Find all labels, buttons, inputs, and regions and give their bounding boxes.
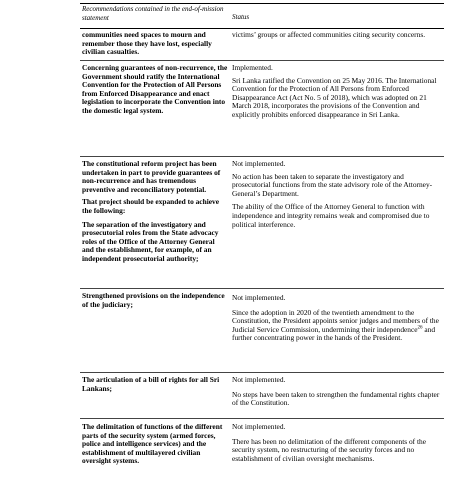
row-2-left-text-1: That project should be expanded to achieve the following: bbox=[82, 197, 220, 215]
row-2-status-label: Not implemented. bbox=[232, 159, 286, 168]
row-4-status-detail: No steps have been taken to strengthen the fundamental rights chapter of the Constitution. bbox=[232, 389, 440, 408]
row-1-left-text: Concerning guarantees of non-recurrence, the Government should ratify the International Convention for the Protection of All Persons from Enforced Disappearance and enact legislation to incorporate the Convention into the domestic legal system. bbox=[82, 63, 228, 115]
footnote-26: 26 bbox=[417, 325, 423, 331]
row-2-recommendation bbox=[82, 160, 228, 264]
row-1-recommendation bbox=[82, 64, 228, 116]
table-top-rule bbox=[80, 3, 444, 4]
row-1-status-detail: Sri Lanka ratified the Convention on 25 May 2016. The International Convention for the Protection of All Persons from Enforced Disappearance Act (Act No. 5 of 2018), which was adopted on 21 March 2018, incorporates the provisions of the Convention and explicitly prohibits enforced disappearance in Sri Lanka. bbox=[232, 75, 437, 119]
row-3-status bbox=[232, 294, 442, 343]
row-4-recommendation bbox=[82, 376, 228, 393]
row-4-left-text: The articulation of a bill of rights for all Sri Lankans; bbox=[82, 375, 220, 393]
row-4-status-label: Not implemented. bbox=[232, 375, 286, 384]
row-0-left-text: communities need spaces to mourn and remember those they have lost, especially civilian casualties. bbox=[82, 30, 212, 57]
row-separator bbox=[80, 372, 444, 373]
row-separator bbox=[80, 418, 444, 419]
row-5-left-text: The delimitation of functions of the different parts of the security system (armed forces, police and intelligence services) and the establishment of multilayered civilian oversight systems. bbox=[82, 422, 223, 466]
header-status: Status bbox=[232, 13, 250, 21]
row-5-status bbox=[232, 423, 442, 463]
row-separator bbox=[80, 156, 444, 157]
table-header-rule bbox=[80, 28, 444, 29]
row-4-status bbox=[232, 376, 442, 408]
row-separator bbox=[80, 60, 444, 61]
row-0-right-text: victims’ groups or affected communities citing security concerns. bbox=[232, 30, 426, 39]
row-2-status bbox=[232, 160, 442, 229]
row-1-status bbox=[232, 64, 442, 120]
row-5-status-detail: There has been no delimitation of the different components of the security system, no restructuring of the security forces and no establishment of civilian oversight mechanisms. bbox=[232, 436, 427, 463]
header-recommendations: Recommendations contained in the end-of-mission statement bbox=[82, 5, 224, 22]
row-2-left-text-2: The separation of the investigatory and prosecutorial roles from the State advocacy roles of the Office of the Attorney General and the establishment, for example, of an independent prosecutorial authority; bbox=[82, 219, 219, 263]
row-2-status-detail-1: The ability of the Office of the Attorney General to function with independence and integrity remains weak and compromised due to political interference. bbox=[232, 202, 430, 229]
row-0-recommendation bbox=[82, 31, 228, 57]
row-1-status-label: Implemented. bbox=[232, 63, 273, 72]
row-2-left-text-0: The constitutional reform project has been undertaken in part to provide guarantees of non-recurrence and has tremendous preventive and reconciliatory potential. bbox=[82, 159, 221, 194]
row-0-status bbox=[232, 31, 442, 40]
row-2-status-detail-0: No action has been taken to separate the investigatory and prosecutorial functions from the state advisory role of the Attorney-General’s Department. bbox=[232, 171, 433, 198]
row-3-status-label: Not implemented. bbox=[232, 293, 286, 302]
row-3-status-detail bbox=[232, 309, 442, 343]
row-5-status-label: Not implemented. bbox=[232, 422, 286, 431]
row-3-detail-part-1: Since the adoption in 2020 of the twentieth amendment to the Constitution, the President appoints senior judges and members of the Judicial Service Commission, undermining their independence bbox=[232, 307, 439, 334]
row-5-recommendation bbox=[82, 423, 228, 466]
row-separator bbox=[80, 288, 444, 289]
row-3-detail-part-2: and further concentrating power in the hands of the President. bbox=[232, 324, 436, 343]
row-3-left-text: Strengthened provisions on the independence of the judiciary; bbox=[82, 291, 225, 309]
row-3-recommendation bbox=[82, 292, 228, 309]
